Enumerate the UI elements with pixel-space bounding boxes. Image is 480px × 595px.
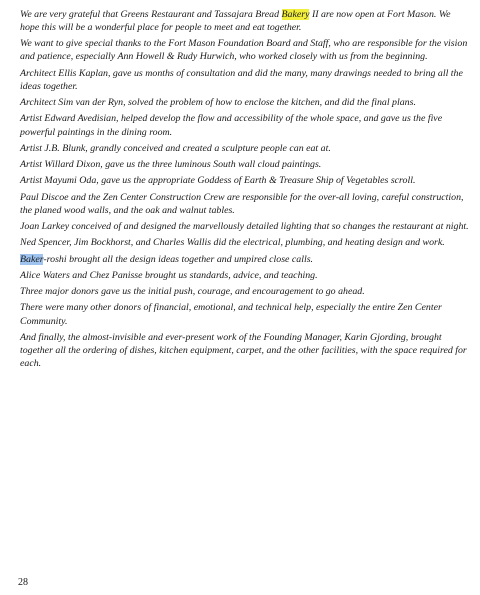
paragraph-other-donors: There were many other donors of financial, emotional, and technical help, especially the entire Zen Center Community. [20, 302, 442, 327]
paragraph-text: -roshi brought all the design ideas together and umpired close calls. [43, 253, 314, 265]
paragraph-fort-mason-thanks: We want to give special thanks to the Fort Mason Foundation Board and Staff, who are responsible for the vision and patience, especially Ann Howell & Rudy Hurwich, who worked closely with us from the beginning. [20, 38, 468, 63]
paragraph-ellis-kaplan: Architect Ellis Kaplan, gave us months of consultation and did the many, many drawings needed to bring all the ideas together. [20, 67, 463, 92]
paragraph-founding-manager: And finally, the almost-invisible and ever-present work of the Founding Manager, Karin Gjording, brought together all the ordering of dishes, kitchen equipment, carpet, and the other facilities, with the space required for each. [20, 331, 467, 369]
paragraph-major-donors: Three major donors gave us the initial push, courage, and encouragement to go ahead. [20, 286, 365, 298]
paragraph-ned-spencer: Ned Spencer, Jim Bockhorst, and Charles Wallis did the electrical, plumbing, and heating design and work. [20, 237, 445, 249]
paragraph-text: II are now open at Fort Mason. We hope this will be a wonderful place for people to meet and eat together. [20, 9, 451, 34]
paragraph-baker-roshi [20, 253, 472, 266]
paragraph-text: We are very grateful that Greens Restaurant and Tassajara Bread [20, 9, 282, 20]
paragraph-mayumi-oda: Artist Mayumi Oda, gave us the appropriate Goddess of Earth & Treasure Ship of Vegetables scroll. [20, 175, 416, 187]
paragraph-sim-van-der-ryn: Architect Sim van der Ryn, solved the problem of how to enclose the kitchen, and did the final plans. [20, 97, 416, 109]
acknowledgements-text [20, 8, 472, 370]
search-highlight-baker: Baker [20, 253, 44, 265]
paragraph-paul-discoe: Paul Discoe and the Zen Center Construction Crew are responsible for the over-all loving, careful construction, the planed wood walls, and the oak and walnut tables. [20, 191, 464, 216]
paragraph-restaurant-opening [20, 8, 472, 34]
paragraph-jb-blunk: Artist J.B. Blunk, grandly conceived and created a sculpture people can eat at. [20, 142, 331, 154]
paragraph-joan-larkey: Joan Larkey conceived of and designed the marvellously detailed lighting that so changes the restaurant at night. [20, 221, 469, 232]
paragraph-edward-avedisian: Artist Edward Avedisian, helped develop the flow and accessibility of the whole space, and gave us the five powerful paintings in the dining room. [20, 113, 443, 138]
paragraph-alice-waters: Alice Waters and Chez Panisse brought us standards, advice, and teaching. [20, 269, 318, 281]
paragraph-willard-dixon: Artist Willard Dixon, gave us the three luminous South wall cloud paintings. [20, 159, 322, 171]
search-highlight-bakery: Bakery [281, 9, 310, 20]
page-number: 28 [18, 577, 28, 588]
